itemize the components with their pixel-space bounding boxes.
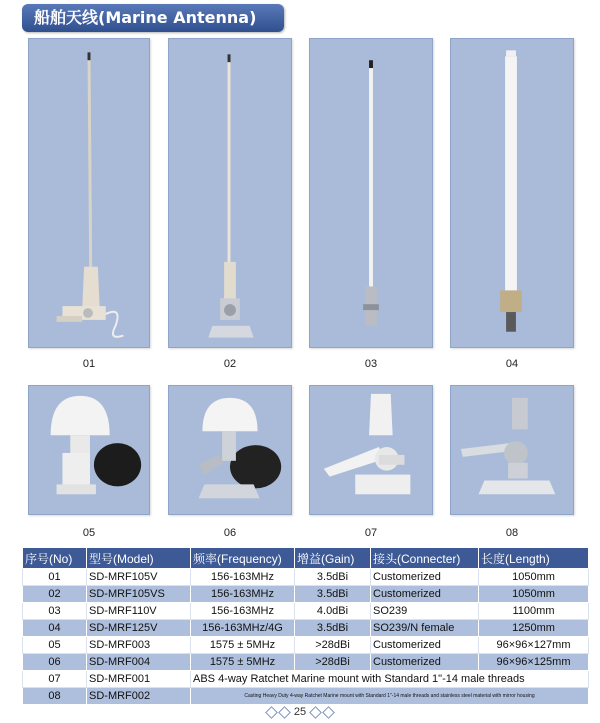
diamond-icon — [265, 706, 278, 719]
caption-05: 05 — [82, 527, 96, 539]
table-row — [23, 586, 589, 603]
product-photo-01 — [28, 38, 150, 348]
section-title: 船舶天线(Marine Antenna) — [22, 4, 284, 32]
table-row — [23, 620, 589, 637]
cell-no: 07 — [23, 671, 87, 688]
product-photo-04 — [450, 38, 574, 348]
cell-no: 06 — [23, 654, 87, 671]
product-photo-05 — [28, 385, 150, 515]
cell-no: 05 — [23, 637, 87, 654]
product-photo-02 — [168, 38, 292, 348]
cell-connecter: SO239/N female — [371, 620, 479, 637]
page-number: 25 — [293, 706, 307, 718]
table-row — [23, 637, 589, 654]
cell-description: Casting Heavy Duty 4-way Ratchet Marine mount with Standard 1"-14 male threads and stainless steel material with mirror housing — [191, 688, 589, 705]
cell-gain: 3.5dBi — [295, 620, 371, 637]
cell-model: SD-MRF125V — [87, 620, 191, 637]
cell-length: 96×96×127mm — [479, 637, 589, 654]
caption-03: 03 — [364, 358, 378, 370]
diamond-icon — [309, 706, 322, 719]
caption-06: 06 — [223, 527, 237, 539]
table-row — [23, 671, 589, 688]
spec-table — [22, 547, 589, 705]
cell-no: 03 — [23, 603, 87, 620]
caption-01: 01 — [82, 358, 96, 370]
header-model: 型号(Model) — [87, 548, 191, 569]
table-row — [23, 688, 589, 705]
product-photo-03 — [309, 38, 433, 348]
diamond-icon — [278, 706, 291, 719]
cell-length: 1100mm — [479, 603, 589, 620]
page-footer — [0, 706, 600, 722]
cell-connecter: Customerized — [371, 569, 479, 586]
header-frequency: 频率(Frequency) — [191, 548, 295, 569]
header-connecter: 接头(Connecter) — [371, 548, 479, 569]
cell-frequency: 1575 ± 5MHz — [191, 654, 295, 671]
table-row — [23, 654, 589, 671]
cell-length: 1050mm — [479, 586, 589, 603]
table-row — [23, 569, 589, 586]
cell-model: SD-MRF002 — [87, 688, 191, 705]
cell-no: 01 — [23, 569, 87, 586]
caption-08: 08 — [505, 527, 519, 539]
cell-frequency: 156-163MHz — [191, 569, 295, 586]
cell-connecter: Customerized — [371, 586, 479, 603]
cell-length: 96×96×125mm — [479, 654, 589, 671]
cell-model: SD-MRF105V — [87, 569, 191, 586]
diamond-icon — [322, 706, 335, 719]
cell-connecter: Customerized — [371, 637, 479, 654]
cell-frequency: 1575 ± 5MHz — [191, 637, 295, 654]
cell-gain: 3.5dBi — [295, 569, 371, 586]
cell-model: SD-MRF105VS — [87, 586, 191, 603]
table-row — [23, 603, 589, 620]
cell-model: SD-MRF001 — [87, 671, 191, 688]
cell-frequency: 156-163MHz — [191, 586, 295, 603]
cell-model: SD-MRF003 — [87, 637, 191, 654]
cell-gain: 4.0dBi — [295, 603, 371, 620]
cell-gain: >28dBi — [295, 654, 371, 671]
header-gain: 增益(Gain) — [295, 548, 371, 569]
cell-length: 1050mm — [479, 569, 589, 586]
caption-04: 04 — [505, 358, 519, 370]
cell-connecter: SO239 — [371, 603, 479, 620]
product-photo-07 — [309, 385, 433, 515]
caption-02: 02 — [223, 358, 237, 370]
cell-description: ABS 4-way Ratchet Marine mount with Standard 1"-14 male threads — [191, 671, 589, 688]
cell-no: 02 — [23, 586, 87, 603]
cell-no: 04 — [23, 620, 87, 637]
cell-gain: >28dBi — [295, 637, 371, 654]
product-photo-08 — [450, 385, 574, 515]
cell-length: 1250mm — [479, 620, 589, 637]
cell-gain: 3.5dBi — [295, 586, 371, 603]
caption-07: 07 — [364, 527, 378, 539]
header-no: 序号(No) — [23, 548, 87, 569]
cell-no: 08 — [23, 688, 87, 705]
cell-connecter: Customerized — [371, 654, 479, 671]
product-photo-06 — [168, 385, 292, 515]
header-length: 长度(Length) — [479, 548, 589, 569]
cell-frequency: 156-163MHz — [191, 603, 295, 620]
cell-model: SD-MRF004 — [87, 654, 191, 671]
spec-table-header — [23, 548, 589, 569]
cell-frequency: 156-163MHz/4G — [191, 620, 295, 637]
cell-model: SD-MRF110V — [87, 603, 191, 620]
